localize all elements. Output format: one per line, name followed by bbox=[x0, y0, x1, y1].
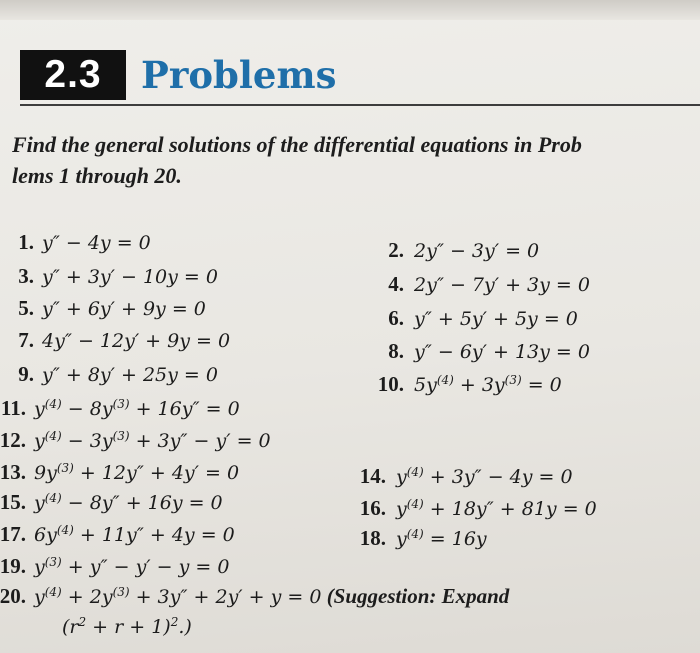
eq-part: + 3y″ − y′ = 0 bbox=[129, 430, 271, 452]
problem-equation bbox=[34, 462, 239, 484]
derivative-order: (4) bbox=[44, 429, 62, 443]
eq-part: + 3y″ + 2y′ + y = 0 bbox=[129, 586, 322, 608]
eq-part: y bbox=[34, 556, 45, 578]
problem-9 bbox=[0, 362, 218, 387]
eq-part: − 8y bbox=[61, 398, 113, 420]
eq-part: 5y bbox=[414, 374, 437, 396]
exponent: 2 bbox=[78, 615, 87, 629]
derivative-order: (3) bbox=[112, 397, 130, 411]
eq-part: + 2y bbox=[61, 586, 113, 608]
problem-1 bbox=[0, 230, 151, 255]
problem-equation bbox=[34, 524, 235, 546]
instructions-line-2: lems 1 through 20. bbox=[12, 163, 182, 188]
problem-20-continuation bbox=[62, 614, 192, 639]
derivative-order: (4) bbox=[44, 491, 62, 505]
problem-11 bbox=[0, 396, 240, 421]
derivative-order: (4) bbox=[56, 523, 74, 537]
problem-equation: y″ + 3y′ − 10y = 0 bbox=[42, 266, 218, 288]
problem-number: 8. bbox=[388, 339, 404, 363]
problem-number: 14. bbox=[359, 464, 386, 488]
problem-equation bbox=[396, 498, 597, 520]
problem-number: 4. bbox=[388, 272, 404, 296]
problem-number: 15. bbox=[0, 490, 26, 514]
problem-number: 2. bbox=[388, 238, 404, 262]
section-number-badge: 2.3 bbox=[20, 50, 126, 100]
problem-number: 3. bbox=[18, 264, 34, 288]
problem-7 bbox=[0, 328, 230, 353]
eq-part: − 8y″ + 16y = 0 bbox=[61, 492, 223, 514]
eq-part: y bbox=[34, 492, 45, 514]
problem-number: 7. bbox=[18, 328, 34, 352]
problem-equation: 4y″ − 12y′ + 9y = 0 bbox=[42, 330, 231, 352]
section-title: Problems bbox=[141, 53, 337, 97]
derivative-order: (3) bbox=[44, 555, 62, 569]
derivative-order: (3) bbox=[112, 429, 130, 443]
eq-part: y bbox=[396, 528, 407, 550]
eq-part: .) bbox=[178, 616, 192, 638]
problem-equation bbox=[34, 430, 271, 452]
eq-part: = 16y bbox=[423, 528, 487, 550]
derivative-order: (4) bbox=[406, 527, 424, 541]
problem-number: 11. bbox=[0, 396, 26, 420]
eq-part: + 3y″ − 4y = 0 bbox=[423, 466, 573, 488]
eq-part: + 11y″ + 4y = 0 bbox=[73, 524, 235, 546]
problem-16 bbox=[340, 496, 597, 521]
problem-equation bbox=[34, 492, 223, 514]
problem-number: 5. bbox=[18, 296, 34, 320]
derivative-order: (3) bbox=[504, 373, 522, 387]
problem-equation bbox=[34, 586, 321, 608]
problem-6 bbox=[370, 306, 578, 331]
problem-13 bbox=[0, 460, 239, 485]
problem-12 bbox=[0, 428, 271, 453]
eq-part: + 16y″ = 0 bbox=[129, 398, 240, 420]
instructions-line-1: Find the general solutions of the differential equations in Prob bbox=[12, 132, 582, 157]
derivative-order: (4) bbox=[406, 497, 424, 511]
problem-number: 20. bbox=[0, 584, 26, 608]
problem-equation bbox=[396, 528, 487, 550]
page-top-edge bbox=[0, 0, 700, 20]
eq-part: y bbox=[34, 586, 45, 608]
eq-part: + 18y″ + 81y = 0 bbox=[423, 498, 597, 520]
problem-number: 10. bbox=[377, 372, 404, 396]
eq-part: = 0 bbox=[521, 374, 562, 396]
problem-equation-continued bbox=[62, 616, 192, 638]
problem-20 bbox=[0, 584, 509, 609]
derivative-order: (4) bbox=[406, 465, 424, 479]
eq-part: y bbox=[396, 498, 407, 520]
problem-equation bbox=[396, 466, 573, 488]
problem-number: 9. bbox=[18, 362, 34, 386]
derivative-order: (4) bbox=[44, 585, 62, 599]
problem-number: 18. bbox=[359, 526, 386, 550]
problem-equation bbox=[34, 556, 229, 578]
problem-19 bbox=[0, 554, 229, 579]
eq-part: + 12y″ + 4y′ = 0 bbox=[73, 462, 240, 484]
problem-17 bbox=[0, 522, 235, 547]
eq-part: 9y bbox=[34, 462, 57, 484]
problem-18 bbox=[340, 526, 487, 551]
problem-equation: 2y″ − 3y′ = 0 bbox=[414, 240, 540, 262]
derivative-order: (4) bbox=[44, 397, 62, 411]
problem-5 bbox=[0, 296, 206, 321]
problem-15 bbox=[0, 490, 223, 515]
problem-10 bbox=[350, 372, 562, 397]
eq-part: − 3y bbox=[61, 430, 113, 452]
derivative-order: (4) bbox=[436, 373, 454, 387]
problem-4 bbox=[370, 272, 590, 297]
eq-part: y bbox=[34, 430, 45, 452]
problem-equation: y″ + 5y′ + 5y = 0 bbox=[414, 308, 578, 330]
problem-equation bbox=[34, 398, 240, 420]
eq-part: y bbox=[396, 466, 407, 488]
derivative-order: (3) bbox=[56, 461, 74, 475]
problem-equation: y″ + 8y′ + 25y = 0 bbox=[42, 364, 218, 386]
eq-part: y bbox=[34, 398, 45, 420]
problem-number: 17. bbox=[0, 522, 26, 546]
problem-number: 1. bbox=[18, 230, 34, 254]
eq-part: (r bbox=[62, 616, 79, 638]
problem-equation: y″ − 6y′ + 13y = 0 bbox=[414, 341, 590, 363]
problem-2 bbox=[370, 238, 539, 263]
eq-part: 6y bbox=[34, 524, 57, 546]
problem-equation: y″ − 4y = 0 bbox=[42, 232, 151, 254]
problem-equation bbox=[414, 374, 562, 396]
exponent: 2 bbox=[170, 615, 179, 629]
problem-number: 19. bbox=[0, 554, 26, 578]
problem-number: 6. bbox=[388, 306, 404, 330]
eq-part: + 3y bbox=[453, 374, 505, 396]
header-divider bbox=[20, 104, 700, 106]
problem-number: 12. bbox=[0, 428, 26, 452]
problem-3 bbox=[0, 264, 218, 289]
derivative-order: (3) bbox=[112, 585, 130, 599]
problem-equation: 2y″ − 7y′ + 3y = 0 bbox=[414, 274, 590, 296]
problem-14 bbox=[340, 464, 573, 489]
problem-equation: y″ + 6y′ + 9y = 0 bbox=[42, 298, 206, 320]
problem-number: 16. bbox=[359, 496, 386, 520]
eq-part: + y″ − y′ − y = 0 bbox=[61, 556, 230, 578]
problem-number: 13. bbox=[0, 460, 26, 484]
eq-part: + r + 1) bbox=[86, 616, 171, 638]
instructions-text bbox=[12, 129, 692, 191]
problem-suggestion: (Suggestion: Expand bbox=[321, 584, 510, 608]
problem-8 bbox=[370, 339, 590, 364]
